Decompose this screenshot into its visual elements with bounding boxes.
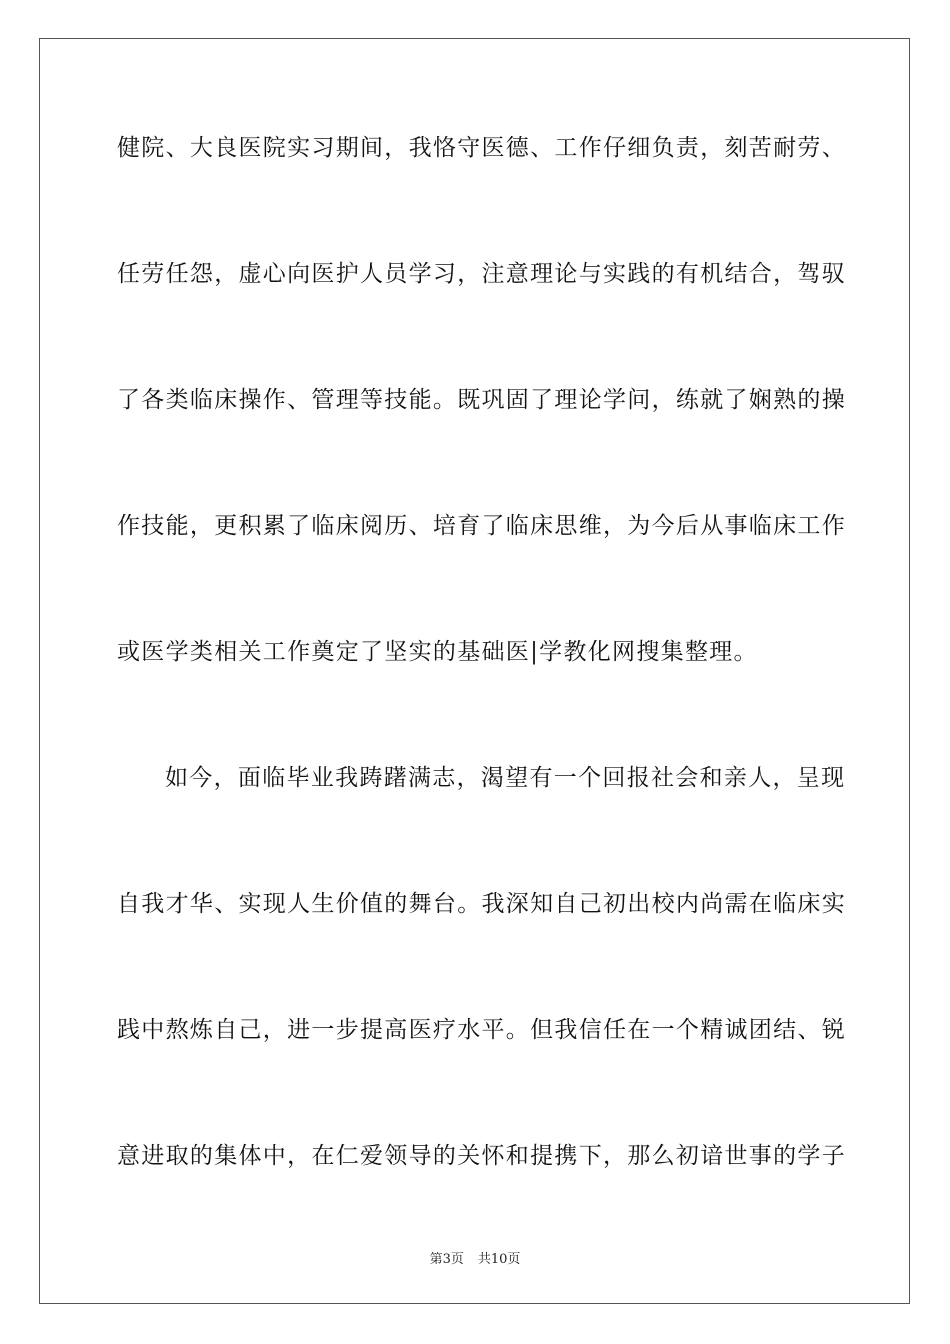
page-number: 第3页: [429, 1252, 464, 1267]
text-line: 了各类临床操作、管理等技能。既巩固了理论学问，练就了娴熟的操: [117, 387, 846, 413]
page-total: 共10页: [477, 1252, 521, 1267]
paragraph-start-line: 如今，面临毕业我踌躇满志，渴望有一个回报社会和亲人，呈现: [165, 765, 846, 791]
text-line: 作技能，更积累了临床阅历、培育了临床思维，为今后从事临床工作: [117, 513, 846, 539]
text-line: 意进取的集体中，在仁爱领导的关怀和提携下，那么初谙世事的学子: [117, 1143, 846, 1169]
document-body: [117, 128, 846, 1262]
text-line: 践中熬炼自己，进一步提高医疗水平。但我信任在一个精诚团结、锐: [117, 1017, 846, 1043]
text-line: 任劳任怨，虚心向医护人员学习，注意理论与实践的有机结合，驾驭: [117, 261, 846, 287]
page-footer: [0, 1248, 950, 1267]
text-line: 自我才华、实现人生价值的舞台。我深知自己初出校内尚需在临床实: [117, 891, 846, 917]
text-line: 健院、大良医院实习期间，我恪守医德、工作仔细负责，刻苦耐劳、: [117, 135, 846, 161]
text-line: 或医学类相关工作奠定了坚实的基础医|学教化网搜集整理。: [117, 639, 758, 665]
